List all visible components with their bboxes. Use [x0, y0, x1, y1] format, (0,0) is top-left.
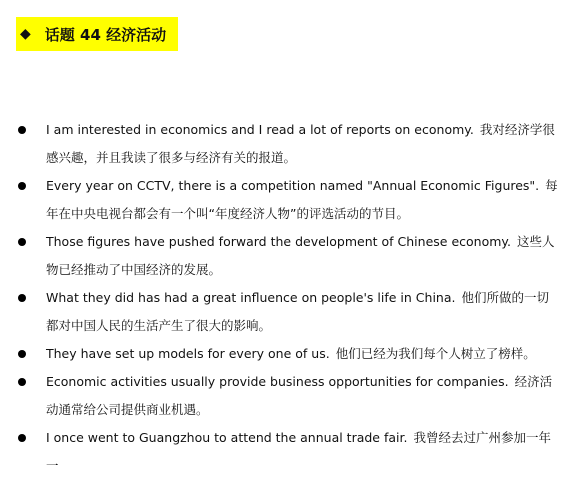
english-sentence: I am interested in economics and I read a lot of reports on economy. [46, 122, 474, 137]
list-item [0, 284, 575, 340]
english-sentence: They have set up models for every one of us. [46, 346, 330, 361]
bullet-dot-icon [18, 434, 26, 442]
list-item [0, 228, 575, 284]
chinese-translation: 我对经济学很感兴趣，并且我读了很多与经济有关的报道。 [46, 122, 555, 165]
bullet-dot-icon [18, 182, 26, 190]
chinese-translation: 每年在中央电视台都会有一个叫“年度经济人物”的评选活动的节目。 [46, 178, 558, 221]
bullet-dot-icon [18, 238, 26, 246]
list-item [0, 172, 575, 228]
bullet-dot-icon [18, 378, 26, 386]
bullet-dot-icon [18, 294, 26, 302]
bullet-dot-icon [18, 350, 26, 358]
chinese-translation: 经济活动通常给公司提供商业机遇。 [46, 374, 553, 417]
sentence-list [0, 116, 575, 480]
list-item [0, 116, 575, 172]
chinese-translation: 这些人物已经推动了中国经济的发展。 [46, 234, 555, 277]
chinese-translation: 他们已经为我们每个人树立了榜样。 [335, 346, 536, 361]
list-item [0, 424, 575, 480]
english-sentence: What they did has had a great influence on people's life in China. [46, 290, 456, 305]
english-sentence: Every year on CCTV, there is a competition named "Annual Economic Figures". [46, 178, 540, 193]
english-sentence: I once went to Guangzhou to attend the annual trade fair. [46, 430, 408, 445]
bullet-dot-icon [18, 126, 26, 134]
diamond-bullet-icon: ◆ [20, 26, 31, 42]
list-item [0, 340, 575, 368]
chinese-translation: 他们所做的一切都对中国人民的生活产生了很大的影响。 [46, 290, 549, 333]
topic-heading [16, 17, 178, 51]
english-sentence: Economic activities usually provide business opportunities for companies. [46, 374, 509, 389]
chinese-translation: 我曾经去过广州参加一年一 [46, 430, 551, 473]
list-item [0, 368, 575, 424]
english-sentence: Those figures have pushed forward the development of Chinese economy. [46, 234, 511, 249]
topic-title: 话题 44 经济活动 [44, 25, 167, 44]
